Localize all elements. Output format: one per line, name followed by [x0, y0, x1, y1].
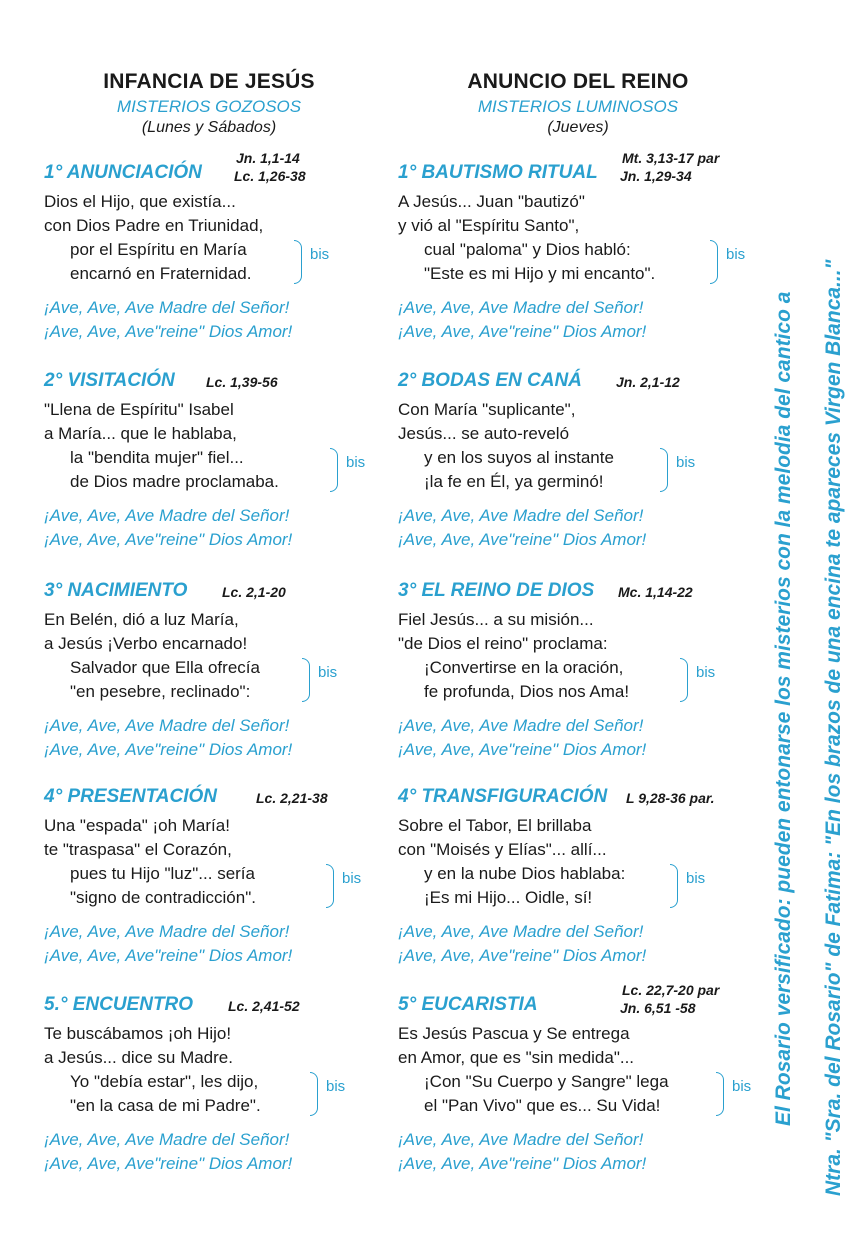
scripture-reference: Mc. 1,14-22: [618, 584, 693, 600]
verse-line: el "Pan Vivo" que es... Su Vida!: [424, 1096, 661, 1115]
verse-line: Fiel Jesús... a su misión...: [398, 610, 594, 629]
ave-line: ¡Ave, Ave, Ave"reine" Dios Amor!: [44, 946, 293, 965]
mystery-block: [398, 982, 758, 1176]
scripture-reference: L 9,28-36 par.: [626, 790, 715, 806]
ave-line: ¡Ave, Ave, Ave Madre del Señor!: [398, 922, 644, 941]
column-gozosos: [44, 68, 374, 1173]
verse-line: cual "paloma" y Dios habló:: [424, 240, 631, 259]
verse-line: Es Jesús Pascua y Se entrega: [398, 1024, 630, 1043]
verse: [44, 814, 374, 910]
verse-line: con "Moisés y Elías"... allí...: [398, 840, 607, 859]
verse: [398, 608, 758, 704]
verse-line: a Jesús... dice su Madre.: [44, 1048, 233, 1067]
verse-line: Una "espada" ¡oh María!: [44, 816, 230, 835]
ave-refrain: [44, 504, 374, 552]
scripture-reference: Lc. 1,39-56: [206, 374, 278, 390]
ave-line: ¡Ave, Ave, Ave Madre del Señor!: [44, 298, 290, 317]
verse-line: y vió al "Espíritu Santo",: [398, 216, 580, 235]
scripture-reference: Jn. 1,1-14: [236, 150, 300, 166]
scripture-reference: Lc. 2,41-52: [228, 998, 300, 1014]
bis-label: bis: [346, 454, 366, 471]
mystery-title: 3° NACIMIENTO: [44, 580, 188, 601]
verse-line: en Amor, que es "sin medida"...: [398, 1048, 635, 1067]
verse-line: "signo de contradicción".: [70, 888, 256, 907]
verse-line: por el Espíritu en María: [70, 240, 247, 259]
side-note-1: El Rosario versificado: pueden entonarse los misterios con la melodia del cantico a: [772, 291, 795, 1126]
verse: [44, 190, 374, 286]
verse-line: ¡la fe en Él, ya germinó!: [424, 472, 604, 491]
refrain-lines: [398, 862, 758, 910]
verse-line: a María... que le hablaba,: [44, 424, 237, 443]
verse-line: "Este es mi Hijo y mi encanto".: [424, 264, 656, 283]
mystery-title: 2° BODAS EN CANÁ: [398, 370, 582, 391]
column-title: INFANCIA DE JESÚS: [103, 70, 315, 93]
verse-line: En Belén, dió a luz María,: [44, 610, 239, 629]
mystery-header: [398, 774, 758, 810]
mystery-title: 3° EL REINO DE DIOS: [398, 580, 595, 601]
column-luminosos: [398, 68, 758, 1173]
refrain-lines: [398, 446, 758, 494]
refrain-lines: [44, 238, 374, 286]
mystery-block: [398, 568, 758, 762]
scripture-reference: Lc. 2,21-38: [256, 790, 328, 806]
mystery-title: 5.° ENCUENTRO: [44, 994, 194, 1015]
ave-line: ¡Ave, Ave, Ave"reine" Dios Amor!: [398, 740, 647, 759]
verse-line: "en la casa de mi Padre".: [70, 1096, 261, 1115]
brace-icon: [326, 864, 334, 908]
mystery-title: 4° PRESENTACIÓN: [44, 786, 217, 807]
ave-line: ¡Ave, Ave, Ave Madre del Señor!: [44, 922, 290, 941]
ave-line: ¡Ave, Ave, Ave"reine" Dios Amor!: [398, 1154, 647, 1173]
verse: [398, 398, 758, 494]
column-days: (Jueves): [547, 119, 609, 136]
brace-icon: [710, 240, 718, 284]
ave-refrain: [398, 504, 758, 552]
bis-label: bis: [342, 870, 362, 887]
mystery-header: [44, 358, 374, 394]
side-note-2: Ntra. "Sra. del Rosario" de Fatima: "En los brazos de una encina te apareces Virgen Blanca...": [822, 259, 845, 1196]
verse-line: encarnó en Fraternidad.: [70, 264, 252, 283]
refrain-lines: [398, 238, 758, 286]
verse-line: con Dios Padre en Triunidad,: [44, 216, 264, 235]
bis-label: bis: [310, 246, 330, 263]
mystery-header: [44, 150, 374, 186]
brace-icon: [670, 864, 678, 908]
ave-line: ¡Ave, Ave, Ave Madre del Señor!: [398, 716, 644, 735]
ave-line: ¡Ave, Ave, Ave Madre del Señor!: [398, 1130, 644, 1149]
mystery-header: [398, 982, 758, 1018]
column-subtitle: MISTERIOS LUMINOSOS: [477, 97, 679, 116]
bis-label: bis: [318, 664, 338, 681]
mystery-block: [398, 150, 758, 344]
verse-line: ¡Convertirse en la oración,: [424, 658, 624, 677]
verse-line: de Dios madre proclamaba.: [70, 472, 279, 491]
verse-line: "Llena de Espíritu" Isabel: [44, 400, 234, 419]
verse-line: y en los suyos al instante: [424, 448, 614, 467]
mystery-title: 4° TRANSFIGURACIÓN: [398, 786, 608, 807]
mystery-title: 1° BAUTISMO RITUAL: [398, 162, 598, 183]
verse-line: fe profunda, Dios nos Ama!: [424, 682, 630, 701]
ave-line: ¡Ave, Ave, Ave"reine" Dios Amor!: [44, 1154, 293, 1173]
ave-refrain: [398, 296, 758, 344]
ave-line: ¡Ave, Ave, Ave Madre del Señor!: [44, 1130, 290, 1149]
mystery-block: [398, 358, 758, 552]
ave-refrain: [44, 920, 374, 968]
brace-icon: [330, 448, 338, 492]
scripture-reference: Lc. 22,7-20 par: [622, 982, 720, 998]
ave-line: ¡Ave, Ave, Ave"reine" Dios Amor!: [44, 740, 293, 759]
ave-refrain: [44, 714, 374, 762]
bis-label: bis: [676, 454, 696, 471]
scripture-reference: Jn. 1,29-34: [620, 168, 692, 184]
scripture-reference: Jn. 6,51 -58: [620, 1000, 696, 1016]
scripture-reference: Jn. 2,1-12: [616, 374, 680, 390]
verse-line: A Jesús... Juan "bautizó": [398, 192, 585, 211]
mystery-header: [398, 568, 758, 604]
verse-line: Yo "debía estar", les dijo,: [70, 1072, 259, 1091]
verse-line: a Jesús ¡Verbo encarnado!: [44, 634, 248, 653]
verse: [398, 814, 758, 910]
verse: [398, 190, 758, 286]
verse-line: pues tu Hijo "luz"... sería: [70, 864, 255, 883]
bis-label: bis: [726, 246, 746, 263]
verse-line: Con María "suplicante",: [398, 400, 576, 419]
verse-line: Sobre el Tabor, El brillaba: [398, 816, 592, 835]
verse-line: y en la nube Dios hablaba:: [424, 864, 626, 883]
scripture-reference: Lc. 2,1-20: [222, 584, 286, 600]
ave-line: ¡Ave, Ave, Ave Madre del Señor!: [398, 506, 644, 525]
mystery-header: [398, 358, 758, 394]
bis-label: bis: [732, 1078, 752, 1095]
ave-refrain: [398, 1128, 758, 1176]
ave-line: ¡Ave, Ave, Ave Madre del Señor!: [398, 298, 644, 317]
brace-icon: [716, 1072, 724, 1116]
ave-line: ¡Ave, Ave, Ave"reine" Dios Amor!: [398, 946, 647, 965]
verse: [44, 608, 374, 704]
ave-refrain: [44, 1128, 374, 1176]
mystery-block: [44, 568, 374, 762]
mystery-header: [44, 774, 374, 810]
refrain-lines: [44, 862, 374, 910]
column-title: ANUNCIO DEL REINO: [467, 70, 689, 93]
refrain-lines: [398, 1070, 758, 1118]
refrain-lines: [44, 656, 374, 704]
column-subtitle: MISTERIOS GOZOSOS: [116, 97, 302, 116]
verse-line: "en pesebre, reclinado":: [70, 682, 251, 701]
mystery-block: [44, 150, 374, 344]
verse-line: ¡Es mi Hijo... Oidle, sí!: [424, 888, 593, 907]
verse-line: te "traspasa" el Corazón,: [44, 840, 232, 859]
verse-line: la "bendita mujer" fiel...: [70, 448, 244, 467]
refrain-lines: [44, 1070, 374, 1118]
mystery-title: 2° VISITACIÓN: [44, 370, 175, 391]
scripture-reference: Lc. 1,26-38: [234, 168, 306, 184]
ave-line: ¡Ave, Ave, Ave"reine" Dios Amor!: [398, 530, 647, 549]
verse: [44, 398, 374, 494]
brace-icon: [680, 658, 688, 702]
verse: [44, 1022, 374, 1118]
mystery-header: [44, 982, 374, 1018]
bis-label: bis: [696, 664, 716, 681]
mystery-block: [44, 358, 374, 552]
refrain-lines: [44, 446, 374, 494]
bis-label: bis: [326, 1078, 346, 1095]
ave-refrain: [398, 920, 758, 968]
ave-refrain: [44, 296, 374, 344]
ave-line: ¡Ave, Ave, Ave"reine" Dios Amor!: [398, 322, 647, 341]
mystery-block: [44, 982, 374, 1176]
mystery-title: 5° EUCARISTIA: [398, 994, 538, 1015]
mystery-header: [44, 568, 374, 604]
mystery-title: 1° ANUNCIACIÓN: [44, 162, 202, 183]
brace-icon: [660, 448, 668, 492]
brace-icon: [302, 658, 310, 702]
ave-refrain: [398, 714, 758, 762]
ave-line: ¡Ave, Ave, Ave"reine" Dios Amor!: [44, 530, 293, 549]
brace-icon: [310, 1072, 318, 1116]
verse-line: Dios el Hijo, que existía...: [44, 192, 236, 211]
bis-label: bis: [686, 870, 706, 887]
ave-line: ¡Ave, Ave, Ave Madre del Señor!: [44, 716, 290, 735]
verse-line: Te buscábamos ¡oh Hijo!: [44, 1024, 232, 1043]
mystery-block: [398, 774, 758, 968]
column-days: (Lunes y Sábados): [141, 119, 277, 136]
ave-line: ¡Ave, Ave, Ave"reine" Dios Amor!: [44, 322, 293, 341]
refrain-lines: [398, 656, 758, 704]
scripture-reference: Mt. 3,13-17 par: [622, 150, 720, 166]
verse-line: "de Dios el reino" proclama:: [398, 634, 608, 653]
verse: [398, 1022, 758, 1118]
brace-icon: [294, 240, 302, 284]
verse-line: ¡Con "Su Cuerpo y Sangre" lega: [424, 1072, 669, 1091]
mystery-header: [398, 150, 758, 186]
mystery-block: [44, 774, 374, 968]
verse-line: Jesús... se auto-reveló: [398, 424, 570, 443]
verse-line: Salvador que Ella ofrecía: [70, 658, 260, 677]
ave-line: ¡Ave, Ave, Ave Madre del Señor!: [44, 506, 290, 525]
